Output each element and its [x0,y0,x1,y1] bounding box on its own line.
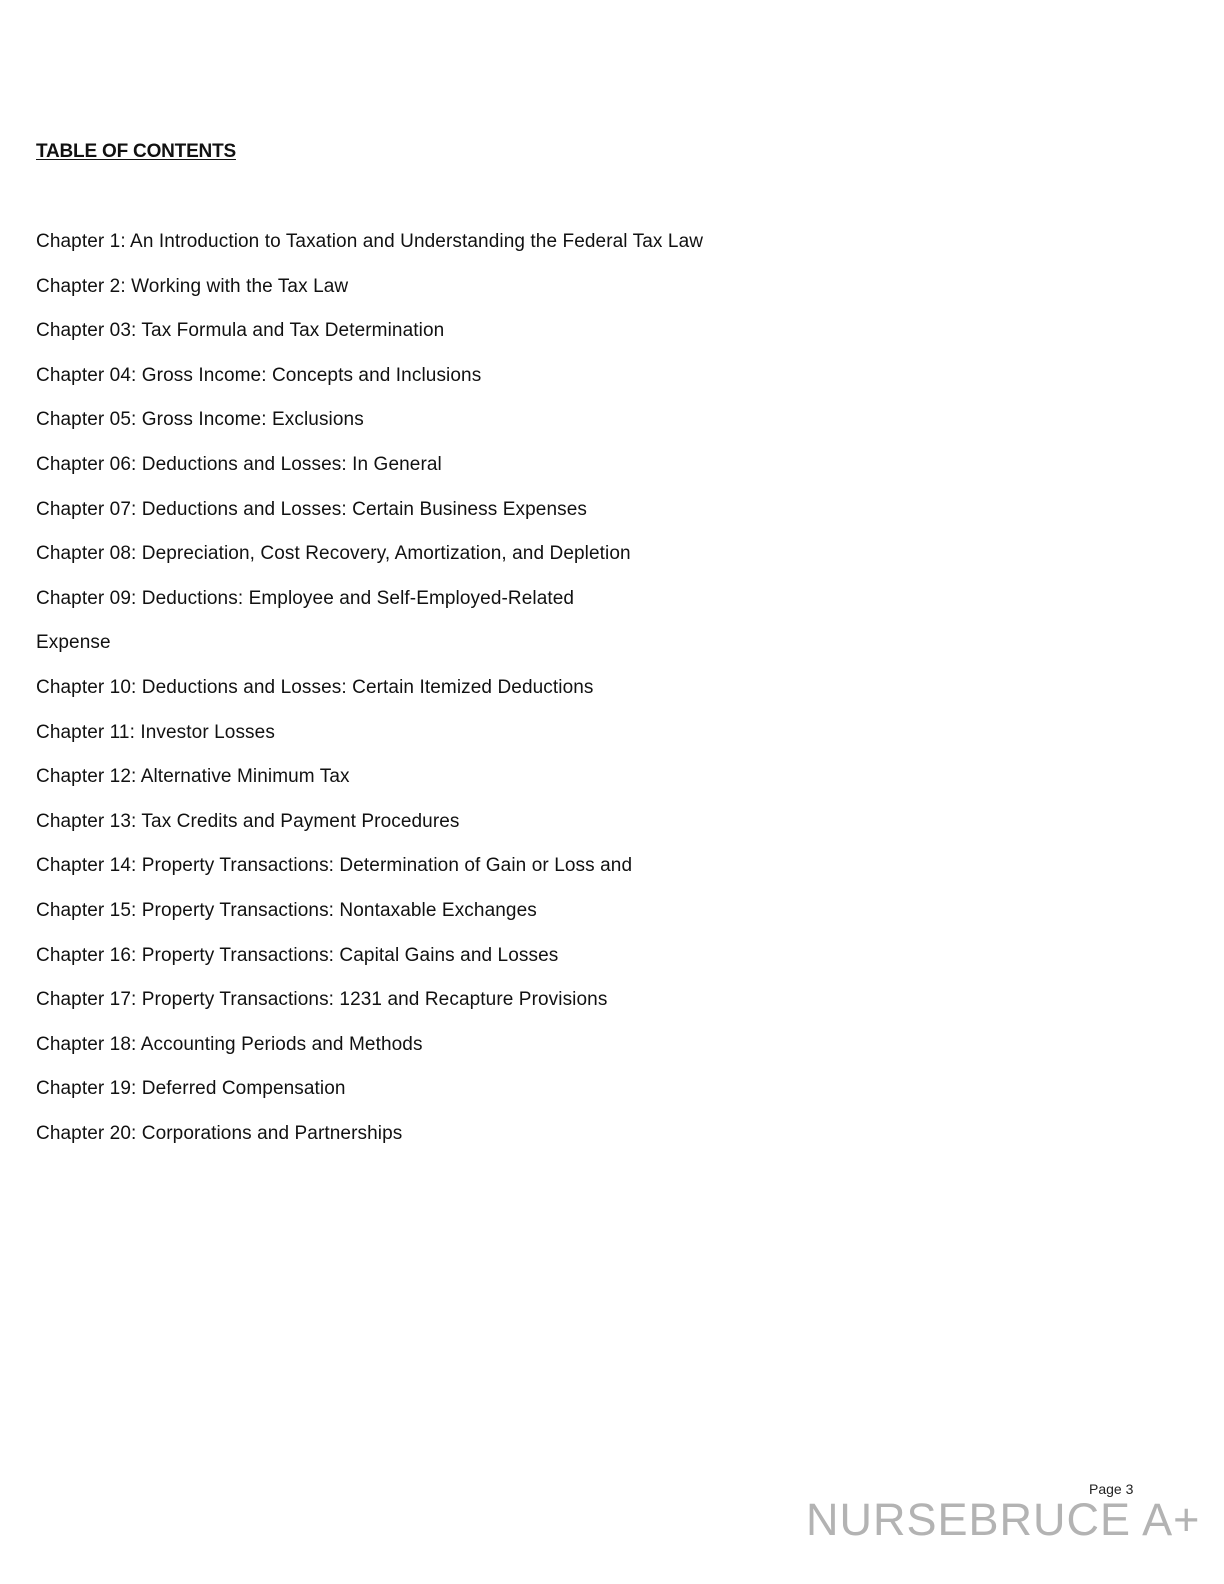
toc-item: Chapter 09: Deductions: Employee and Self-Employed-Related [36,587,575,609]
watermark: NURSEBRUCE A+ [806,1494,1201,1545]
toc-item: Chapter 08: Depreciation, Cost Recovery, Amortization, and Depletion [36,543,631,565]
page-number: Page 3 [1089,1481,1134,1497]
toc-item: Chapter 12: Alternative Minimum Tax [36,766,350,788]
toc-item: Chapter 16: Property Transactions: Capital Gains and Losses [36,944,559,966]
toc-item: Chapter 14: Property Transactions: Determination of Gain or Loss and [36,855,633,877]
toc-item: Chapter 1: An Introduction to Taxation and Understanding the Federal Tax Law [36,231,704,252]
toc-item: Chapter 06: Deductions and Losses: In General [36,453,442,475]
page-title: TABLE OF CONTENTS [36,141,236,162]
toc-item: Chapter 17: Property Transactions: 1231 and Recapture Provisions [36,989,608,1011]
toc-item: Chapter 04: Gross Income: Concepts and Inclusions [36,364,482,386]
toc-item: Chapter 20: Corporations and Partnerships [36,1122,403,1144]
toc-item: Chapter 18: Accounting Periods and Methods [36,1033,423,1055]
toc-item: Chapter 11: Investor Losses [36,721,275,743]
toc-item: Chapter 10: Deductions and Losses: Certain Itemized Deductions [36,676,594,698]
toc-item: Chapter 15: Property Transactions: Nontaxable Exchanges [36,899,537,921]
toc-item: Chapter 07: Deductions and Losses: Certain Business Expenses [36,498,587,520]
toc-item: Chapter 2: Working with the Tax Law [36,275,349,297]
toc-item: Chapter 19: Deferred Compensation [36,1078,346,1100]
toc-item: Chapter 05: Gross Income: Exclusions [36,409,364,431]
toc-item: Chapter 03: Tax Formula and Tax Determination [36,320,445,342]
table-of-contents-list [36,230,703,1166]
toc-item-continuation: Expense [36,632,111,654]
toc-item: Chapter 13: Tax Credits and Payment Procedures [36,810,460,832]
